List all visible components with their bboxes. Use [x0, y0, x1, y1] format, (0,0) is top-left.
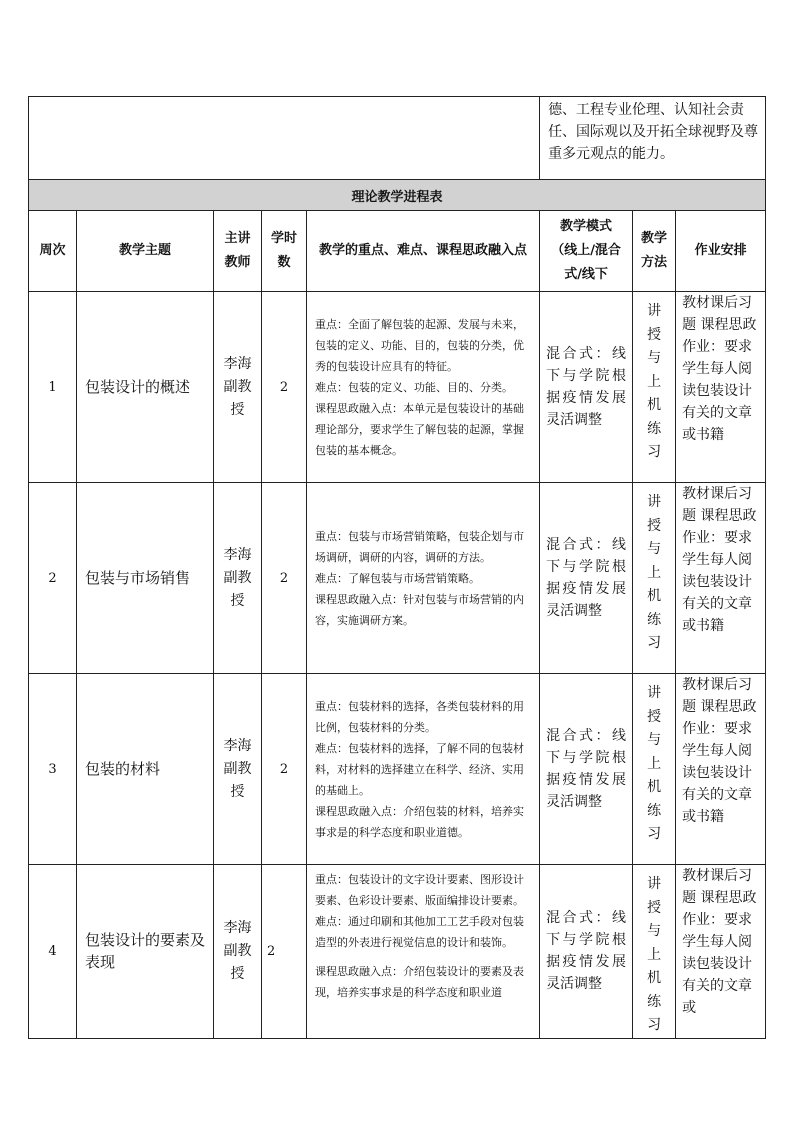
teaching-schedule-table: [28, 96, 766, 1039]
mode-cell: 混合式：线下与学院根据疫情发展灵活调整: [540, 674, 633, 865]
header-method: 教学方法: [633, 211, 676, 292]
difficulty-point: 难点：了解包装与市场营销策略。: [315, 571, 480, 585]
header-row: [29, 211, 766, 292]
method-char: 练: [647, 802, 662, 819]
method-char: 习: [647, 1017, 662, 1033]
ideology-point: 课程思政融入点：本单元是包装设计的基础理论部分，要求学生了解包装的起源，掌握包装的基本概念。: [315, 401, 524, 457]
method-char: 机: [647, 397, 662, 413]
method-char: 上: [647, 946, 662, 963]
teacher-cell: 李海副教授: [214, 674, 262, 865]
method-char: 授: [647, 517, 662, 534]
teacher-cell: 李海副教授: [214, 483, 262, 674]
points-cell: [307, 865, 540, 1039]
table-row: [29, 483, 766, 674]
week-cell: 2: [29, 483, 77, 674]
method-cell: [633, 292, 676, 483]
week-cell: 3: [29, 674, 77, 865]
header-teacher: 主讲教师: [214, 211, 262, 292]
topic-cell: 包装设计的要素及表现: [77, 865, 214, 1039]
method-char: 机: [647, 970, 662, 986]
homework-cell: 教材课后习题 课程思政作业：要求学生每人阅读包装设计有关的文章或: [676, 865, 766, 1039]
topic-cell: 包装与市场销售: [77, 483, 214, 674]
week-cell: 4: [29, 865, 77, 1039]
method-char: 练: [647, 993, 662, 1010]
points-cell: [307, 483, 540, 674]
method-char: 上: [647, 373, 662, 390]
method-char: 上: [647, 564, 662, 581]
section-title: 理论教学进程表: [29, 180, 766, 211]
method-char: 与: [647, 541, 662, 557]
header-topic: 教学主题: [77, 211, 214, 292]
difficulty-point: 难点：包装材料的选择，了解不同的包装材料，对材料的选择建立在科学、经济、实用的基础上。: [315, 741, 524, 797]
difficulty-point: 难点：包装的定义、功能、目的、分类。: [315, 380, 513, 394]
method-char: 习: [647, 826, 662, 842]
header-hours: 学时数: [262, 211, 307, 292]
continuation-row: [29, 97, 766, 180]
hours-cell: 2: [262, 865, 307, 1039]
key-point: 重点：包装与市场营销策略，包装企划与市场调研，调研的内容，调研的方法。: [315, 529, 524, 564]
method-char: 练: [647, 420, 662, 437]
header-points: 教学的重点、难点、课程思政融入点: [307, 211, 540, 292]
method-char: 讲: [647, 494, 662, 510]
method-cell: [633, 674, 676, 865]
method-cell: [633, 483, 676, 674]
method-char: 授: [647, 326, 662, 343]
method-char: 上: [647, 755, 662, 772]
mode-cell: 混合式：线下与学院根据疫情发展灵活调整: [540, 292, 633, 483]
method-char: 与: [647, 350, 662, 366]
method-char: 习: [647, 635, 662, 651]
method-char: 讲: [647, 685, 662, 701]
hours-cell: 2: [262, 483, 307, 674]
points-cell: [307, 674, 540, 865]
method-char: 授: [647, 899, 662, 916]
method-char: 讲: [647, 303, 662, 319]
points-cell: [307, 292, 540, 483]
mode-cell: 混合式：线下与学院根据疫情发展灵活调整: [540, 865, 633, 1039]
table-row: [29, 865, 766, 1039]
ideology-point: 课程思政融入点：介绍包装的材料，培养实事求是的科学态度和职业道德。: [315, 804, 524, 839]
homework-cell: 教材课后习题 课程思政作业：要求学生每人阅读包装设计有关的文章或书籍: [676, 292, 766, 483]
key-point: 重点：包装设计的文字设计要素、图形设计要素、色彩设计要素、版面编排设计要素。: [315, 873, 524, 907]
method-cell: [633, 865, 676, 1039]
header-week: 周次: [29, 211, 77, 292]
table-row: [29, 674, 766, 865]
ideology-point: 课程思政融入点：介绍包装设计的要素及表现，培养实事求是的科学态度和职业道: [315, 965, 524, 999]
method-char: 机: [647, 588, 662, 604]
hours-cell: 2: [262, 674, 307, 865]
hours-cell: 2: [262, 292, 307, 483]
method-char: 授: [647, 708, 662, 725]
topic-cell: 包装设计的概述: [77, 292, 214, 483]
continuation-text: 德、工程专业伦理、认知社会责任、国际观以及开拓全球视野及尊重多元观点的能力。: [540, 97, 766, 180]
section-title-row: [29, 180, 766, 211]
key-point: 重点：全面了解包装的起源、发展与未来，包装的定义、功能、目的，包装的分类，优秀的包装设计应具有的特征。: [315, 317, 524, 373]
empty-cell: [29, 97, 540, 180]
homework-cell: 教材课后习题 课程思政作业：要求学生每人阅读包装设计有关的文章或书籍: [676, 674, 766, 865]
method-char: 与: [647, 732, 662, 748]
homework-cell: 教材课后习题 课程思政作业：要求学生每人阅读包装设计有关的文章或书籍: [676, 483, 766, 674]
header-mode: 教学模式（线上/混合式/线下: [540, 211, 633, 292]
table-row: [29, 292, 766, 483]
method-char: 讲: [647, 876, 662, 892]
ideology-point: 课程思政融入点：针对包装与市场营销的内容，实施调研方案。: [315, 592, 524, 627]
difficulty-point: 难点：通过印刷和其他加工工艺手段对包装造型的外表进行视觉信息的设计和装饰。: [315, 915, 524, 949]
method-char: 练: [647, 611, 662, 628]
key-point: 重点：包装材料的选择，各类包装材料的用比例，包装材料的分类。: [315, 699, 524, 734]
mode-cell: 混合式：线下与学院根据疫情发展灵活调整: [540, 483, 633, 674]
header-homework: 作业安排: [676, 211, 766, 292]
method-char: 机: [647, 779, 662, 795]
method-char: 习: [647, 444, 662, 460]
method-char: 与: [647, 923, 662, 939]
week-cell: 1: [29, 292, 77, 483]
teacher-cell: 李海副教授: [214, 292, 262, 483]
topic-cell: 包装的材料: [77, 674, 214, 865]
teacher-cell: 李海副教授: [214, 865, 262, 1039]
